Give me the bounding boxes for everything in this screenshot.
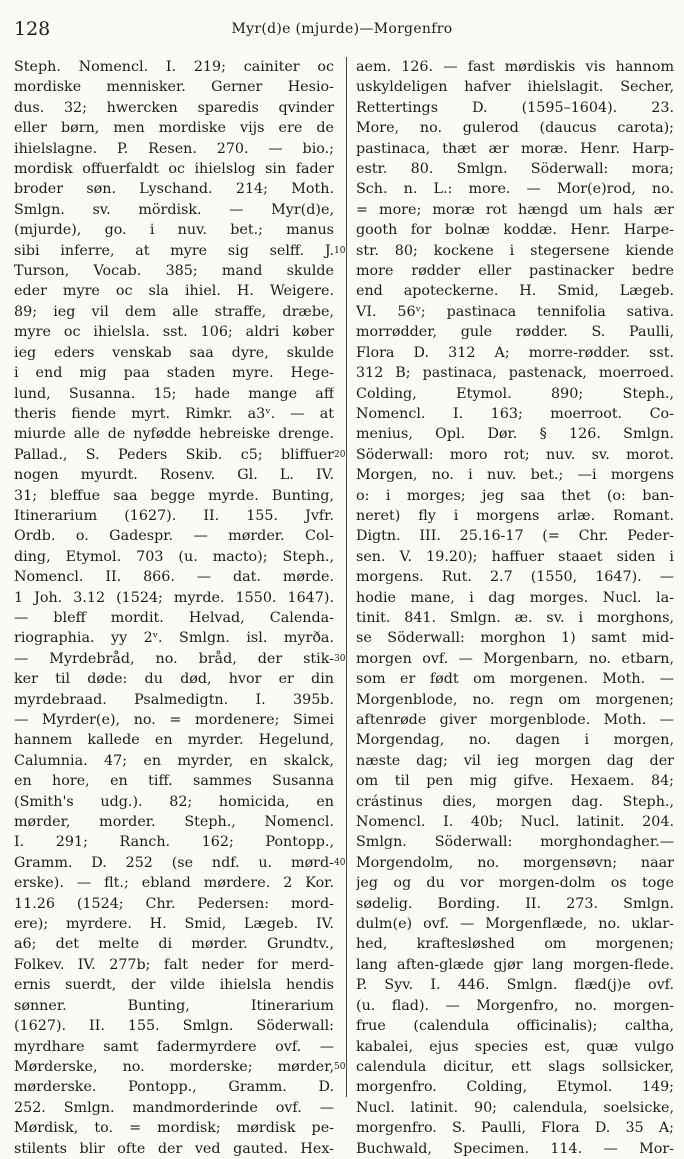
- text-line: mordisk offuerfaldt oc ihielslog sin fader: [14, 161, 334, 178]
- text-line: Morgendag, no. dagen i morgen,: [356, 732, 674, 749]
- text-line: ding, Etymol. 703 (u. macto); Steph.,: [14, 548, 334, 565]
- left-column: [14, 57, 334, 1159]
- text-line: — Myrder(e), no. = mordenere; Simei: [14, 712, 334, 728]
- text-line: frue (calendula officinalis); caltha,: [356, 1018, 674, 1035]
- text-line: (u. flad). — Morgenfro, no. morgen-: [356, 997, 674, 1014]
- text-line: calendula dicitur, ett slags sollsicker,: [356, 1058, 674, 1075]
- text-line: hodie mane, i dag morges. Nucl. la-: [356, 589, 674, 606]
- text-line: som er født om morgenen. Moth. —: [356, 671, 674, 688]
- text-line: se Söderwall: morghon 1) samt mid-: [356, 630, 674, 647]
- text-line: aem. 126. — fast mørdiskis vis hannom: [356, 59, 674, 75]
- text-line: Morgendolm, no. morgensøvn; naar: [356, 854, 674, 871]
- text-line: Mørderske, no. morderske; mørder,: [14, 1058, 334, 1075]
- text-line: riographia. yy 2ᵛ. Smlgn. isl. myrða.: [14, 630, 334, 647]
- text-line: tinit. 841. Smlgn. æ. sv. i morghons,: [356, 609, 674, 626]
- text-line: ker til døde: du død, hvor er din: [14, 671, 334, 688]
- page-header: [0, 0, 684, 60]
- text-line: nogen myurdt. Rosenv. Gl. L. IV.: [14, 467, 334, 484]
- text-line: dulm(e) ovf. — Morgenflæde, no. uklar-: [356, 916, 674, 933]
- text-line: Steph. Nomencl. I. 219; cainiter oc: [14, 59, 334, 75]
- text-line: Colding, Etymol. 890; Steph.,: [356, 385, 674, 402]
- text-line: Rettertings D. (1595–1604). 23.: [356, 99, 674, 116]
- text-line: Morgen, no. i nuv. bet.; —i morgens: [356, 467, 674, 484]
- text-line: Calumnia. 47; en myrder, en skalck,: [14, 752, 334, 769]
- text-line: ieg eders venskab saa dyre, skulde: [14, 344, 334, 361]
- text-line: (Smith's udg.). 82; homicida, en: [14, 793, 334, 810]
- text-line: eder myre oc sla ihiel. H. Weigere.: [14, 283, 334, 300]
- text-line: sødelig. Bording. II. 273. Smlgn.: [356, 895, 674, 912]
- text-line: morgenfro. S. Paulli, Flora D. 35 A;: [356, 1120, 674, 1137]
- text-line: Smlgn. sv. mördisk. — Myr(d)e,: [14, 201, 334, 218]
- text-line: morgens. Rut. 2.7 (1550, 1647). —: [356, 569, 674, 586]
- text-line: Folkev. IV. 277b; falt neder for merd-: [14, 956, 334, 973]
- text-line: miurde alle de nyfødde hebreiske drenge.: [14, 426, 334, 443]
- text-line: myrdebraad. Psalmedigtn. I. 395b.: [14, 691, 334, 708]
- text-line: erske). — flt.; ebland mørdere. 2 Kor.: [14, 875, 334, 892]
- text-line: morgenfro. Colding, Etymol. 149;: [356, 1079, 674, 1096]
- text-line: ernis suerdt, der vilde ihielsla hendis: [14, 977, 334, 994]
- text-line: lang aften-glæde gjør lang morgen-flede.: [356, 956, 674, 973]
- right-column: [356, 57, 674, 1159]
- text-line: om til pen mig gifve. Hexaem. 84;: [356, 773, 674, 790]
- line-number: 30: [334, 653, 346, 664]
- text-line: Itinerarium (1627). II. 155. Jvfr.: [14, 507, 334, 524]
- text-line: hed, kraftesløshed om morgenen;: [356, 936, 674, 953]
- text-line: end apoteckerne. H. Smid, Lægeb.: [356, 283, 674, 300]
- text-line: Turson, Vocab. 385; mand skulde: [14, 263, 334, 280]
- text-line: Nomencl. II. 866. — dat. mørde.: [14, 569, 334, 586]
- text-line: crástinus dies, morgen dag. Steph.,: [356, 793, 674, 810]
- running-head: Myr(d)e (mjurde)—Morgenfro: [231, 21, 453, 37]
- line-number: 20: [334, 449, 346, 460]
- text-line: menius, Opl. Dør. § 126. Smlgn.: [356, 426, 674, 443]
- text-line: sønner. Bunting, Itinerarium: [14, 997, 334, 1014]
- text-line: ihielslagne. P. Resen. 270. — bio.;: [14, 140, 334, 157]
- text-line: 89; ieg vil dem alle straffe, dræbe,: [14, 303, 334, 320]
- line-number: 10: [334, 245, 346, 256]
- text-line: 1 Joh. 3.12 (1524; myrde. 1550. 1647).: [14, 589, 334, 606]
- text-line: myrdhare samt fadermyrdere ovf. —: [14, 1038, 334, 1055]
- text-line: gooth for bolnæ koddæ. Henr. Harpe-: [356, 222, 674, 239]
- text-line: I. 291; Ranch. 162; Pontopp.,: [14, 834, 334, 851]
- text-line: ere); myrdere. H. Smid, Lægeb. IV.: [14, 916, 334, 933]
- text-line: hannem kallede en myrder. Hegelund,: [14, 732, 334, 749]
- text-line: mørderske. Pontopp., Gramm. D.: [14, 1079, 334, 1096]
- line-number: 40: [334, 857, 346, 868]
- text-line: Nomencl. I. 40b; Nucl. latinit. 204.: [356, 814, 674, 831]
- text-line: P. Syv. I. 446. Smlgn. flæd(j)e ovf.: [356, 977, 674, 994]
- text-line: broder søn. Lyschand. 214; Moth.: [14, 181, 334, 198]
- text-line: sen. V. 19.20); haffuer staaet siden i: [356, 548, 674, 565]
- text-line: næste dag; vil ieg morgen dag der: [356, 752, 674, 769]
- text-line: mørder, morder. Steph., Nomencl.: [14, 814, 334, 831]
- text-line: more rødder eller pastinacker bedre: [356, 263, 674, 280]
- text-line: aftenrøde giver morgenblode. Moth. —: [356, 712, 674, 728]
- text-line: o: i morges; jeg saa thet (o: ban-: [356, 487, 674, 504]
- text-line: Gramm. D. 252 (se ndf. u. mørd-: [14, 854, 334, 871]
- text-line: Pallad., S. Peders Skib. c5; bliffuer: [14, 446, 334, 463]
- text-line: stilents blir ofte der ved gauted. Hex-: [14, 1140, 334, 1157]
- text-line: lund, Susanna. 15; hade mange aff: [14, 385, 334, 402]
- text-line: Söderwall: moro rot; nuv. sv. morot.: [356, 446, 674, 463]
- text-line: Digtn. III. 25.16-17 (= Chr. Peder-: [356, 528, 674, 545]
- text-line: theris fiende myrt. Rimkr. a3ᵛ. — at: [14, 405, 334, 422]
- text-line: Nucl. latinit. 90; calendula, soelsicke,: [356, 1099, 674, 1116]
- text-line: = more; moræ rot hængd um hals ær: [356, 201, 674, 218]
- column-rule: [346, 57, 347, 1097]
- line-number: 50: [334, 1061, 346, 1072]
- text-line: str. 80; kockene i stegersene kiende: [356, 242, 674, 259]
- text-line: Mørdisk, to. = mordisk; mørdisk pe-: [14, 1120, 334, 1137]
- text-line: VI. 56ᵛ; pastinaca tennifolia sativa.: [356, 303, 674, 320]
- text-line: uskyldeligen hafver ihielslagit. Secher,: [356, 79, 674, 96]
- text-line: jeg og du vor morgen-dolm os toge: [356, 875, 674, 892]
- text-line: Sch. n. L.: more. — Mor(e)rod, no.: [356, 181, 674, 198]
- text-line: i end mig paa staden myre. Hege-: [14, 365, 334, 382]
- text-line: Buchwald, Specimen. 114. — Mor-: [356, 1140, 674, 1157]
- text-line: dus. 32; hwercken sparedis qvinder: [14, 99, 334, 116]
- text-line: myre oc ihielsla. sst. 106; aldri køber: [14, 324, 334, 341]
- text-line: Nomencl. I. 163; moerroot. Co-: [356, 405, 674, 422]
- text-line: estr. 80. Smlgn. Söderwall: mora;: [356, 161, 674, 178]
- text-line: — Myrdebråd, no. bråd, der stik-: [14, 650, 334, 667]
- text-line: — bleff mordit. Helvad, Calenda-: [14, 609, 334, 626]
- page-number: 128: [14, 18, 51, 40]
- text-line: eller børn, men mordiske vijs ere de: [14, 120, 334, 137]
- text-line: More, no. gulerod (daucus carota);: [356, 120, 674, 137]
- column-gutter: [334, 57, 356, 1107]
- text-line: 252. Smlgn. mandmorderinde ovf. —: [14, 1099, 334, 1116]
- text-line: 11.26 (1524; Chr. Pedersen: mord-: [14, 895, 334, 912]
- text-line: en hore, en tiff. sammes Susanna: [14, 773, 334, 790]
- text-line: morgen ovf. — Morgenbarn, no. etbarn,: [356, 650, 674, 667]
- text-line: 31; bleffue saa begge myrde. Bunting,: [14, 487, 334, 504]
- text-line: pastinaca, thæt ær moræ. Henr. Harp-: [356, 140, 674, 157]
- text-line: mordiske mennisker. Gerner Hesio-: [14, 79, 334, 96]
- text-line: sibi inferre, at myre sig selff. J.: [14, 242, 334, 259]
- text-line: a6; det melte di mørder. Grundtv.,: [14, 936, 334, 953]
- text-line: Flora D. 312 A; morre-rødder. sst.: [356, 344, 674, 361]
- text-line: 312 B; pastinaca, pastenack, moerroed.: [356, 365, 674, 382]
- text-line: Smlgn. Söderwall: morghondagher.—: [356, 834, 674, 851]
- text-line: morrødder, gule rødder. S. Paulli,: [356, 324, 674, 341]
- text-line: (1627). II. 155. Smlgn. Söderwall:: [14, 1018, 334, 1035]
- text-line: neret) fly i morgens arlæ. Romant.: [356, 507, 674, 524]
- text-line: (mjurde), go. i nuv. bet.; manus: [14, 222, 334, 239]
- text-line: Ordb. o. Gadespr. — mørder. Col-: [14, 528, 334, 545]
- text-line: Morgenblode, no. regn om morgenen;: [356, 691, 674, 708]
- text-line: kabalei, ejus species est, quæ vulgo: [356, 1038, 674, 1055]
